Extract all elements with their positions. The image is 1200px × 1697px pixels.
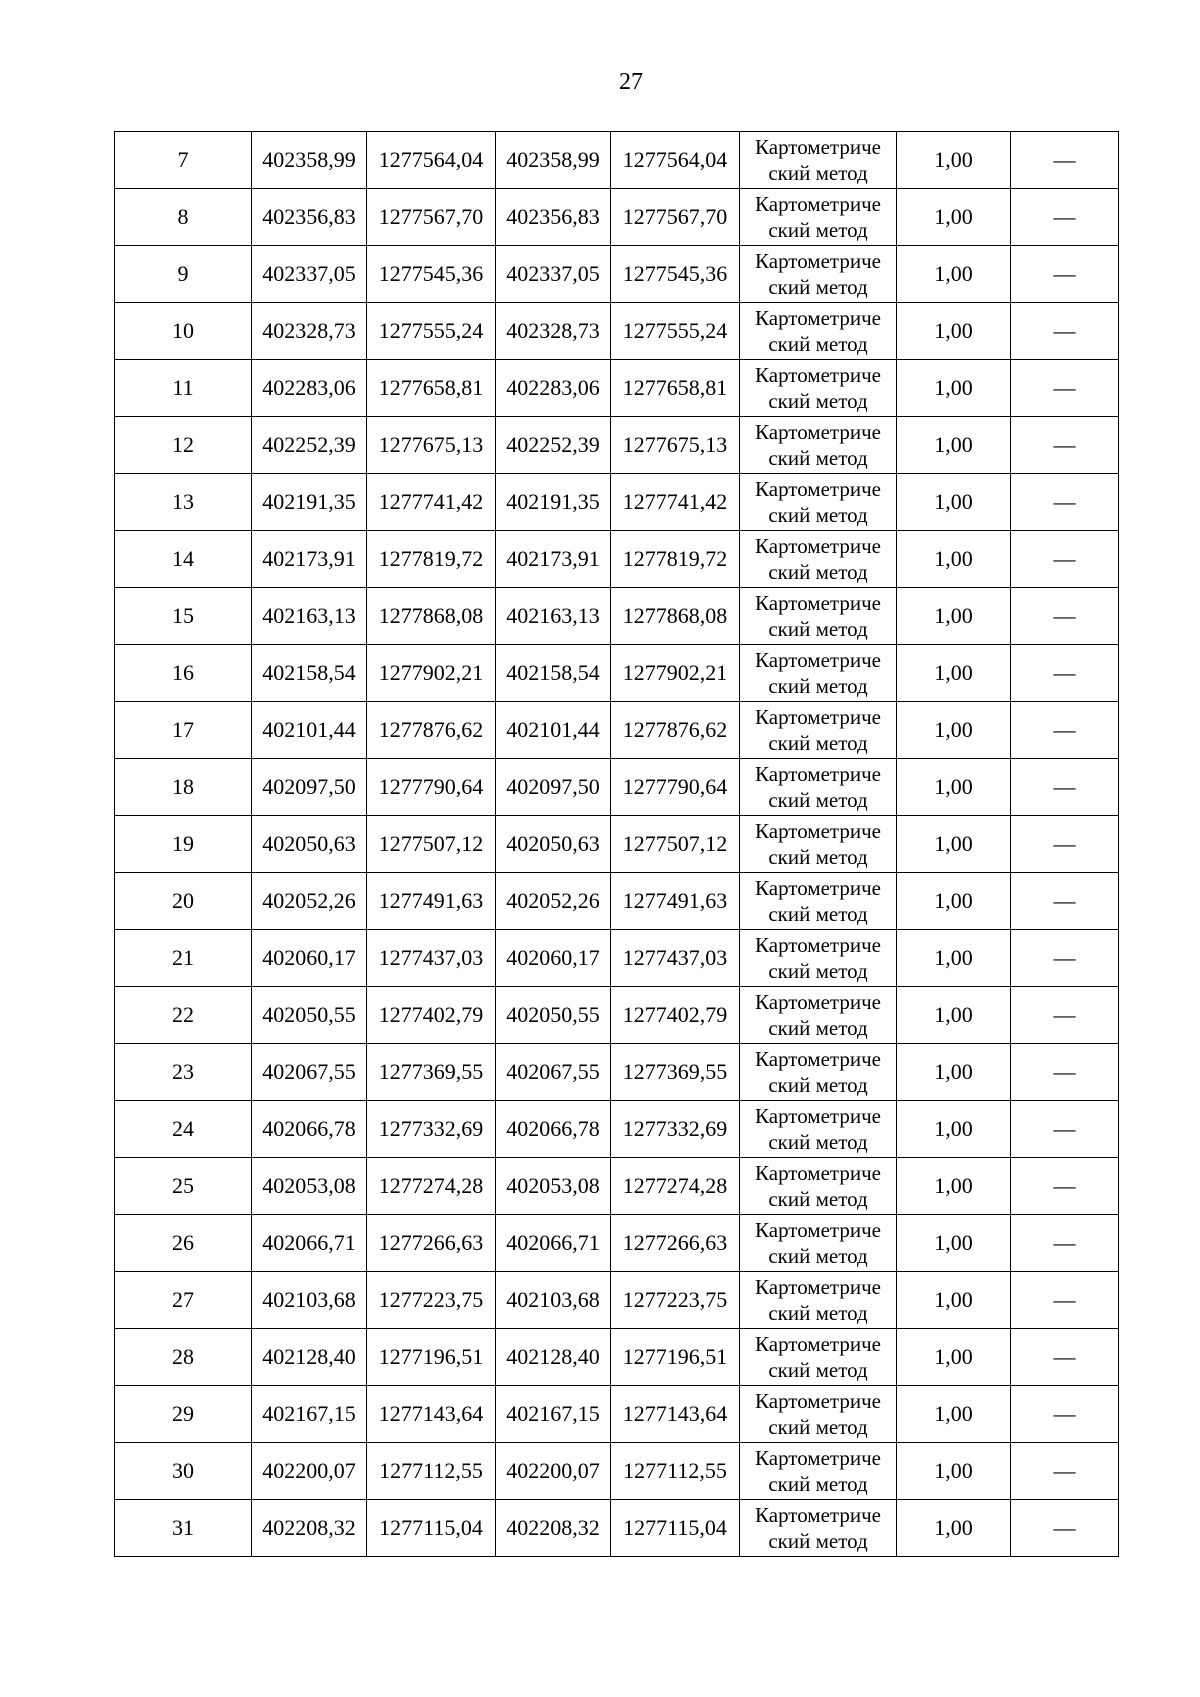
new-y-cell: 1277369,55	[611, 1044, 740, 1101]
point-number-cell: 17	[115, 702, 252, 759]
accuracy-cell: 1,00	[897, 132, 1011, 189]
new-x-cell: 402173,91	[496, 531, 611, 588]
accuracy-cell: 1,00	[897, 474, 1011, 531]
new-y-cell: 1277274,28	[611, 1158, 740, 1215]
method-cell	[740, 1101, 897, 1158]
table-row	[115, 588, 1119, 645]
existing-x-cell: 402128,40	[252, 1329, 367, 1386]
method-cell	[740, 702, 897, 759]
method-line-1: Картометриче	[755, 1332, 881, 1356]
new-x-cell: 402356,83	[496, 189, 611, 246]
method-line-1: Картометриче	[755, 1218, 881, 1242]
existing-x-cell: 402103,68	[252, 1272, 367, 1329]
point-number-cell: 29	[115, 1386, 252, 1443]
new-x-cell: 402097,50	[496, 759, 611, 816]
accuracy-cell: 1,00	[897, 702, 1011, 759]
table-row	[115, 189, 1119, 246]
existing-y-cell: 1277507,12	[367, 816, 496, 873]
existing-y-cell: 1277332,69	[367, 1101, 496, 1158]
method-cell	[740, 1500, 897, 1557]
existing-y-cell: 1277143,64	[367, 1386, 496, 1443]
accuracy-cell: 1,00	[897, 1215, 1011, 1272]
existing-y-cell: 1277555,24	[367, 303, 496, 360]
point-number-cell: 24	[115, 1101, 252, 1158]
new-x-cell: 402128,40	[496, 1329, 611, 1386]
table-body	[115, 132, 1119, 1557]
method-line-2: ский метод	[768, 1529, 868, 1553]
method-cell	[740, 1329, 897, 1386]
method-cell	[740, 531, 897, 588]
method-cell	[740, 1386, 897, 1443]
existing-y-cell: 1277369,55	[367, 1044, 496, 1101]
method-line-1: Картометриче	[755, 1161, 881, 1185]
existing-y-cell: 1277868,08	[367, 588, 496, 645]
point-number-cell: 10	[115, 303, 252, 360]
new-x-cell: 402052,26	[496, 873, 611, 930]
method-cell	[740, 1215, 897, 1272]
accuracy-cell: 1,00	[897, 987, 1011, 1044]
new-y-cell: 1277507,12	[611, 816, 740, 873]
new-y-cell: 1277868,08	[611, 588, 740, 645]
note-cell: —	[1011, 1158, 1119, 1215]
new-x-cell: 402167,15	[496, 1386, 611, 1443]
accuracy-cell: 1,00	[897, 759, 1011, 816]
method-line-1: Картометриче	[755, 648, 881, 672]
new-y-cell: 1277437,03	[611, 930, 740, 987]
point-number-cell: 19	[115, 816, 252, 873]
method-line-2: ский метод	[768, 674, 868, 698]
note-cell: —	[1011, 1215, 1119, 1272]
note-cell: —	[1011, 474, 1119, 531]
new-y-cell: 1277196,51	[611, 1329, 740, 1386]
new-y-cell: 1277545,36	[611, 246, 740, 303]
table-row	[115, 645, 1119, 702]
point-number-cell: 9	[115, 246, 252, 303]
existing-x-cell: 402167,15	[252, 1386, 367, 1443]
new-x-cell: 402252,39	[496, 417, 611, 474]
existing-x-cell: 402052,26	[252, 873, 367, 930]
table-row	[115, 1329, 1119, 1386]
point-number-cell: 28	[115, 1329, 252, 1386]
note-cell: —	[1011, 759, 1119, 816]
method-cell	[740, 759, 897, 816]
existing-x-cell: 402097,50	[252, 759, 367, 816]
table-row	[115, 303, 1119, 360]
existing-y-cell: 1277196,51	[367, 1329, 496, 1386]
method-line-1: Картометриче	[755, 420, 881, 444]
method-cell	[740, 1443, 897, 1500]
table-row	[115, 816, 1119, 873]
accuracy-cell: 1,00	[897, 1329, 1011, 1386]
point-number-cell: 11	[115, 360, 252, 417]
accuracy-cell: 1,00	[897, 645, 1011, 702]
method-line-1: Картометриче	[755, 192, 881, 216]
new-x-cell: 402358,99	[496, 132, 611, 189]
new-x-cell: 402208,32	[496, 1500, 611, 1557]
method-cell	[740, 417, 897, 474]
table-row	[115, 1158, 1119, 1215]
method-line-2: ский метод	[768, 1472, 868, 1496]
method-line-2: ский метод	[768, 218, 868, 242]
existing-x-cell: 402101,44	[252, 702, 367, 759]
accuracy-cell: 1,00	[897, 873, 1011, 930]
new-x-cell: 402158,54	[496, 645, 611, 702]
new-y-cell: 1277491,63	[611, 873, 740, 930]
existing-x-cell: 402173,91	[252, 531, 367, 588]
method-cell	[740, 930, 897, 987]
method-line-1: Картометриче	[755, 762, 881, 786]
method-line-2: ский метод	[768, 1244, 868, 1268]
point-number-cell: 20	[115, 873, 252, 930]
note-cell: —	[1011, 645, 1119, 702]
point-number-cell: 8	[115, 189, 252, 246]
method-line-1: Картометриче	[755, 135, 881, 159]
existing-x-cell: 402356,83	[252, 189, 367, 246]
accuracy-cell: 1,00	[897, 1500, 1011, 1557]
existing-y-cell: 1277675,13	[367, 417, 496, 474]
table-row	[115, 1272, 1119, 1329]
existing-y-cell: 1277658,81	[367, 360, 496, 417]
note-cell: —	[1011, 246, 1119, 303]
new-y-cell: 1277675,13	[611, 417, 740, 474]
new-x-cell: 402200,07	[496, 1443, 611, 1500]
new-y-cell: 1277790,64	[611, 759, 740, 816]
method-line-2: ский метод	[768, 1301, 868, 1325]
table-row	[115, 987, 1119, 1044]
existing-y-cell: 1277274,28	[367, 1158, 496, 1215]
accuracy-cell: 1,00	[897, 531, 1011, 588]
new-x-cell: 402050,55	[496, 987, 611, 1044]
method-line-1: Картометриче	[755, 933, 881, 957]
method-line-1: Картометриче	[755, 1389, 881, 1413]
existing-y-cell: 1277491,63	[367, 873, 496, 930]
accuracy-cell: 1,00	[897, 189, 1011, 246]
table-row	[115, 873, 1119, 930]
method-line-2: ский метод	[768, 1415, 868, 1439]
new-y-cell: 1277819,72	[611, 531, 740, 588]
accuracy-cell: 1,00	[897, 417, 1011, 474]
method-cell	[740, 474, 897, 531]
note-cell: —	[1011, 1101, 1119, 1158]
method-line-2: ский метод	[768, 617, 868, 641]
note-cell: —	[1011, 702, 1119, 759]
note-cell: —	[1011, 531, 1119, 588]
method-line-2: ский метод	[768, 1358, 868, 1382]
accuracy-cell: 1,00	[897, 1443, 1011, 1500]
new-y-cell: 1277266,63	[611, 1215, 740, 1272]
accuracy-cell: 1,00	[897, 1044, 1011, 1101]
accuracy-cell: 1,00	[897, 246, 1011, 303]
method-line-1: Картометриче	[755, 477, 881, 501]
accuracy-cell: 1,00	[897, 1158, 1011, 1215]
existing-y-cell: 1277564,04	[367, 132, 496, 189]
note-cell: —	[1011, 873, 1119, 930]
method-line-1: Картометриче	[755, 363, 881, 387]
method-line-2: ский метод	[768, 332, 868, 356]
method-line-2: ский метод	[768, 1187, 868, 1211]
table-row	[115, 246, 1119, 303]
existing-x-cell: 402053,08	[252, 1158, 367, 1215]
method-line-2: ский метод	[768, 161, 868, 185]
note-cell: —	[1011, 360, 1119, 417]
method-cell	[740, 189, 897, 246]
existing-x-cell: 402066,78	[252, 1101, 367, 1158]
method-line-2: ский метод	[768, 1130, 868, 1154]
table-row	[115, 360, 1119, 417]
new-x-cell: 402060,17	[496, 930, 611, 987]
new-y-cell: 1277567,70	[611, 189, 740, 246]
existing-y-cell: 1277741,42	[367, 474, 496, 531]
method-line-2: ский метод	[768, 389, 868, 413]
existing-x-cell: 402050,63	[252, 816, 367, 873]
method-cell	[740, 246, 897, 303]
method-line-1: Картометриче	[755, 534, 881, 558]
existing-y-cell: 1277902,21	[367, 645, 496, 702]
point-number-cell: 25	[115, 1158, 252, 1215]
existing-y-cell: 1277819,72	[367, 531, 496, 588]
new-y-cell: 1277876,62	[611, 702, 740, 759]
note-cell: —	[1011, 588, 1119, 645]
existing-y-cell: 1277567,70	[367, 189, 496, 246]
existing-y-cell: 1277223,75	[367, 1272, 496, 1329]
new-y-cell: 1277143,64	[611, 1386, 740, 1443]
method-line-2: ский метод	[768, 845, 868, 869]
method-line-1: Картометриче	[755, 591, 881, 615]
existing-y-cell: 1277790,64	[367, 759, 496, 816]
new-y-cell: 1277555,24	[611, 303, 740, 360]
method-line-1: Картометриче	[755, 1047, 881, 1071]
method-line-2: ский метод	[768, 1073, 868, 1097]
point-number-cell: 26	[115, 1215, 252, 1272]
new-y-cell: 1277902,21	[611, 645, 740, 702]
note-cell: —	[1011, 1044, 1119, 1101]
existing-y-cell: 1277545,36	[367, 246, 496, 303]
existing-x-cell: 402337,05	[252, 246, 367, 303]
existing-y-cell: 1277112,55	[367, 1443, 496, 1500]
existing-y-cell: 1277402,79	[367, 987, 496, 1044]
existing-x-cell: 402067,55	[252, 1044, 367, 1101]
table-row	[115, 1101, 1119, 1158]
method-cell	[740, 987, 897, 1044]
new-x-cell: 402067,55	[496, 1044, 611, 1101]
new-x-cell: 402103,68	[496, 1272, 611, 1329]
table-row	[115, 759, 1119, 816]
accuracy-cell: 1,00	[897, 816, 1011, 873]
note-cell: —	[1011, 1500, 1119, 1557]
method-cell	[740, 132, 897, 189]
accuracy-cell: 1,00	[897, 1101, 1011, 1158]
method-cell	[740, 588, 897, 645]
table-row	[115, 702, 1119, 759]
new-x-cell: 402053,08	[496, 1158, 611, 1215]
table-row	[115, 1500, 1119, 1557]
existing-x-cell: 402208,32	[252, 1500, 367, 1557]
point-number-cell: 13	[115, 474, 252, 531]
existing-x-cell: 402066,71	[252, 1215, 367, 1272]
accuracy-cell: 1,00	[897, 1386, 1011, 1443]
new-x-cell: 402191,35	[496, 474, 611, 531]
method-cell	[740, 1158, 897, 1215]
new-y-cell: 1277564,04	[611, 132, 740, 189]
accuracy-cell: 1,00	[897, 1272, 1011, 1329]
note-cell: —	[1011, 303, 1119, 360]
existing-x-cell: 402252,39	[252, 417, 367, 474]
method-line-2: ский метод	[768, 902, 868, 926]
coordinates-table	[114, 131, 1119, 1557]
method-cell	[740, 1044, 897, 1101]
existing-x-cell: 402050,55	[252, 987, 367, 1044]
new-y-cell: 1277741,42	[611, 474, 740, 531]
new-x-cell: 402050,63	[496, 816, 611, 873]
existing-x-cell: 402163,13	[252, 588, 367, 645]
new-x-cell: 402328,73	[496, 303, 611, 360]
method-line-2: ский метод	[768, 788, 868, 812]
new-x-cell: 402101,44	[496, 702, 611, 759]
method-cell	[740, 360, 897, 417]
point-number-cell: 7	[115, 132, 252, 189]
point-number-cell: 27	[115, 1272, 252, 1329]
point-number-cell: 22	[115, 987, 252, 1044]
new-y-cell: 1277112,55	[611, 1443, 740, 1500]
method-cell	[740, 873, 897, 930]
method-line-2: ский метод	[768, 275, 868, 299]
method-line-2: ский метод	[768, 560, 868, 584]
point-number-cell: 23	[115, 1044, 252, 1101]
existing-x-cell: 402191,35	[252, 474, 367, 531]
point-number-cell: 30	[115, 1443, 252, 1500]
method-line-2: ский метод	[768, 1016, 868, 1040]
point-number-cell: 12	[115, 417, 252, 474]
method-line-1: Картометриче	[755, 819, 881, 843]
method-cell	[740, 816, 897, 873]
method-cell	[740, 1272, 897, 1329]
existing-x-cell: 402200,07	[252, 1443, 367, 1500]
table-row	[115, 417, 1119, 474]
existing-y-cell: 1277876,62	[367, 702, 496, 759]
new-y-cell: 1277658,81	[611, 360, 740, 417]
new-y-cell: 1277402,79	[611, 987, 740, 1044]
table-row	[115, 132, 1119, 189]
note-cell: —	[1011, 816, 1119, 873]
point-number-cell: 15	[115, 588, 252, 645]
method-line-1: Картометриче	[755, 306, 881, 330]
method-cell	[740, 303, 897, 360]
method-line-1: Картометриче	[755, 705, 881, 729]
method-line-1: Картометриче	[755, 1104, 881, 1128]
table-row	[115, 930, 1119, 987]
method-line-2: ский метод	[768, 959, 868, 983]
note-cell: —	[1011, 1272, 1119, 1329]
table-row	[115, 531, 1119, 588]
method-line-1: Картометриче	[755, 990, 881, 1014]
table-row	[115, 474, 1119, 531]
existing-x-cell: 402358,99	[252, 132, 367, 189]
table-row	[115, 1386, 1119, 1443]
new-x-cell: 402163,13	[496, 588, 611, 645]
method-line-1: Картометриче	[755, 1446, 881, 1470]
new-y-cell: 1277223,75	[611, 1272, 740, 1329]
new-x-cell: 402066,78	[496, 1101, 611, 1158]
existing-y-cell: 1277437,03	[367, 930, 496, 987]
new-y-cell: 1277332,69	[611, 1101, 740, 1158]
accuracy-cell: 1,00	[897, 930, 1011, 987]
note-cell: —	[1011, 1329, 1119, 1386]
new-x-cell: 402283,06	[496, 360, 611, 417]
point-number-cell: 31	[115, 1500, 252, 1557]
method-cell	[740, 645, 897, 702]
point-number-cell: 21	[115, 930, 252, 987]
existing-y-cell: 1277115,04	[367, 1500, 496, 1557]
note-cell: —	[1011, 987, 1119, 1044]
method-line-2: ский метод	[768, 503, 868, 527]
table-row	[115, 1443, 1119, 1500]
table-row	[115, 1044, 1119, 1101]
accuracy-cell: 1,00	[897, 303, 1011, 360]
point-number-cell: 14	[115, 531, 252, 588]
method-line-1: Картометриче	[755, 1503, 881, 1527]
point-number-cell: 16	[115, 645, 252, 702]
new-x-cell: 402066,71	[496, 1215, 611, 1272]
note-cell: —	[1011, 1386, 1119, 1443]
method-line-1: Картометриче	[755, 249, 881, 273]
existing-y-cell: 1277266,63	[367, 1215, 496, 1272]
existing-x-cell: 402283,06	[252, 360, 367, 417]
note-cell: —	[1011, 189, 1119, 246]
note-cell: —	[1011, 417, 1119, 474]
point-number-cell: 18	[115, 759, 252, 816]
page-number: 27	[619, 69, 643, 95]
accuracy-cell: 1,00	[897, 588, 1011, 645]
method-line-2: ский метод	[768, 731, 868, 755]
method-line-2: ский метод	[768, 446, 868, 470]
accuracy-cell: 1,00	[897, 360, 1011, 417]
note-cell: —	[1011, 132, 1119, 189]
existing-x-cell: 402328,73	[252, 303, 367, 360]
existing-x-cell: 402060,17	[252, 930, 367, 987]
note-cell: —	[1011, 930, 1119, 987]
method-line-1: Картометриче	[755, 876, 881, 900]
new-y-cell: 1277115,04	[611, 1500, 740, 1557]
note-cell: —	[1011, 1443, 1119, 1500]
new-x-cell: 402337,05	[496, 246, 611, 303]
method-line-1: Картометриче	[755, 1275, 881, 1299]
table-row	[115, 1215, 1119, 1272]
existing-x-cell: 402158,54	[252, 645, 367, 702]
